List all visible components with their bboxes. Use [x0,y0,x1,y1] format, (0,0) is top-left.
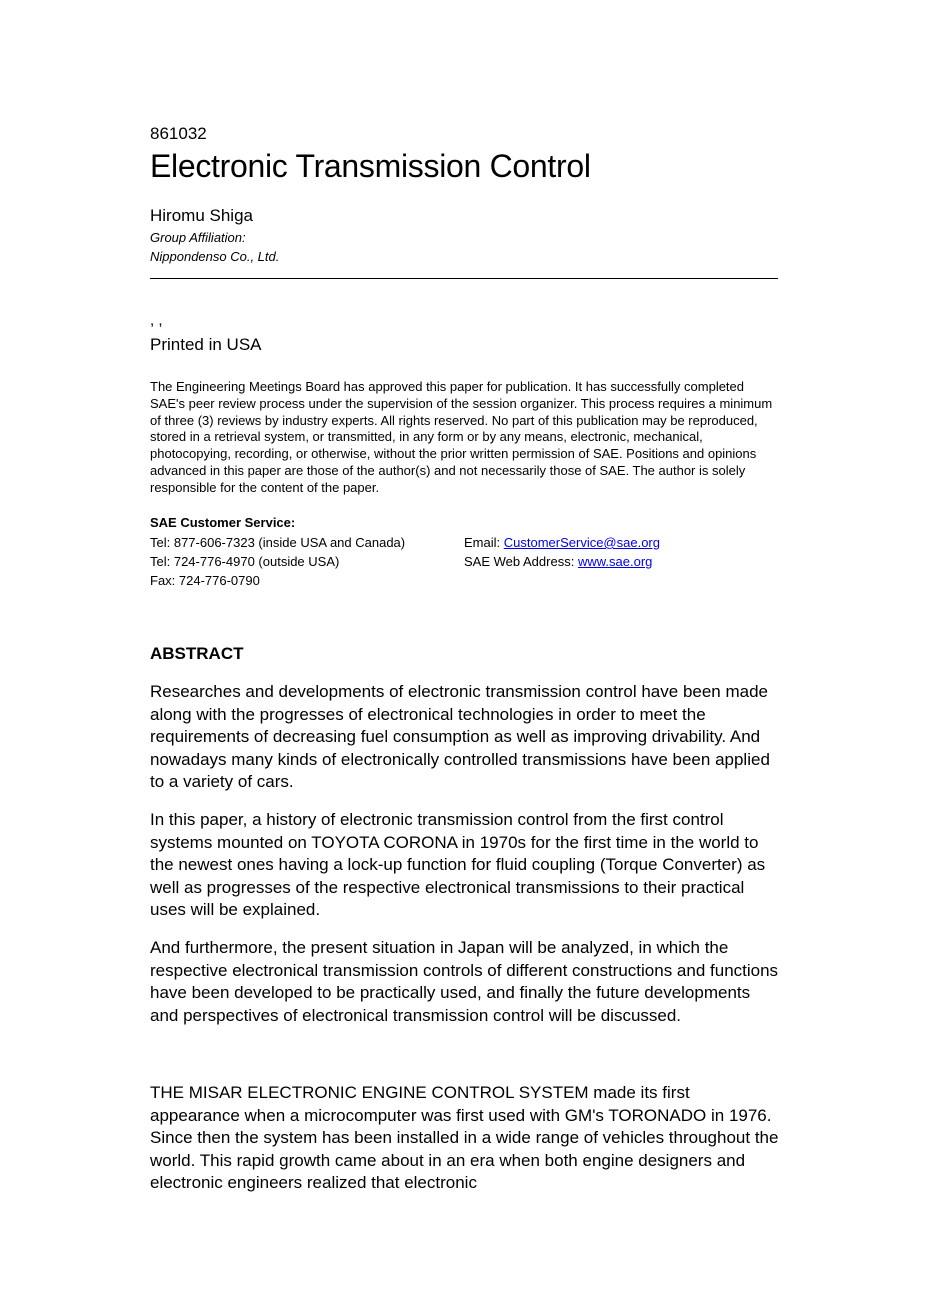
body-intro-paragraph: THE MISAR ELECTRONIC ENGINE CONTROL SYSTEM made its first appearance when a microcomputer was first used with GM's TORONADO in 1976. Since then the system has been installed in a wide range of vehicles throughout the world. This rapid growth came about in an era when both engine designers and electronic engineers realized that electronic [150,1083,779,1193]
email-line [464,535,660,551]
tel-outside: Tel: 724-776-4970 (outside USA) [150,554,340,569]
customer-service-heading: SAE Customer Service: [150,515,296,530]
author-name: Hiromu Shiga [150,206,253,225]
tel-inside: Tel: 877-606-7323 (inside USA and Canada) [150,535,406,550]
abstract-heading: ABSTRACT [150,644,244,663]
abstract-paragraph-3: And furthermore, the present situation in Japan will be analyzed, in which the respective electronical transmission controls of different constructions and functions have been developed to be practically used, and finally the future developments and perspectives of electronical transmission control will be discussed. [150,938,779,1025]
abstract-paragraph-1: Researches and developments of electronic transmission control have been made along with the progresses of electronical technologies in order to meet the requirements of decreasing fuel consumption as well as improving drivability. And nowadays many kinds of electronically controlled transmissions have been applied to a variety of cars. [150,682,770,792]
web-link[interactable]: www.sae.org [577,554,653,569]
header-divider [150,278,778,279]
printed-in: Printed in USA [150,335,262,354]
web-line [464,554,652,570]
affiliation-value: Nippondenso Co., Ltd. [150,249,280,264]
copyright-notice: The Engineering Meetings Board has approved this paper for publication. It has successfully completed SAE's peer review process under the supervision of the session organizer. This process requires a minimum of three (3) reviews by industry experts. All rights reserved. No part of this publication may be reproduced, stored in a retrieval system, or transmitted, in any form or by any means, electronic, mechanical, photocopying, recording, or otherwise, without the prior written permission of SAE. Positions and opinions advanced in this paper are those of the author(s) and not necessarily those of SAE. The author is solely responsible for the content of the paper. [150,379,773,495]
paper-number: 861032 [150,124,207,143]
meta-commas: , , [150,312,163,329]
web-label: SAE Web Address: [464,554,575,569]
email-label: Email: [464,535,504,550]
paper-title: Electronic Transmission Control [150,148,591,184]
abstract-paragraph-2: In this paper, a history of electronic transmission control from the first control systems mounted on TOYOTA CORONA in 1970s for the first time in the world to the newest ones having a lock-up function for fluid coupling (Torque Converter) as well as progresses of the respective electronical transmissions to their practical uses will be explained. [150,810,766,920]
email-link[interactable]: CustomerService@sae.org [503,535,660,550]
affiliation-label: Group Affiliation: [150,230,246,245]
fax-line: Fax: 724-776-0790 [150,573,260,588]
